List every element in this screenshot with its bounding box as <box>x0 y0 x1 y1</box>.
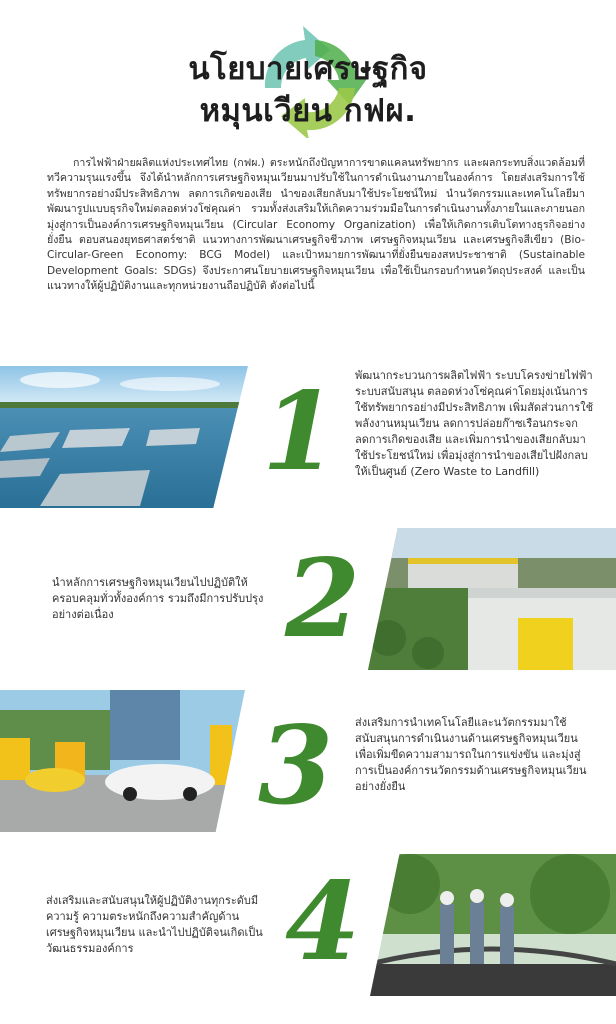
item-2-photo <box>368 528 616 670</box>
item-2-number: 2 <box>285 536 361 662</box>
title-line-1: นโยบายเศรษฐกิจ <box>188 51 428 87</box>
item-2-text: นำหลักการเศรษฐกิจหมุนเวียนไปปฏิบัติให้ครอบคลุมทั่วทั้งองค์การ รวมถึงมีการปรับปรุงอย่างต่อเนื่อง <box>52 576 264 621</box>
item-1-photo <box>0 366 248 508</box>
item-1-number: 1 <box>262 369 338 495</box>
item-3-number: 3 <box>258 703 334 829</box>
page-title <box>0 48 616 132</box>
item-3-photo <box>0 690 245 832</box>
intro-paragraph: การไฟฟ้าฝ่ายผลิตแห่งประเทศไทย (กฟผ.) ตระหนักถึงปัญหาการขาดแคลนทรัพยากร และผลกระทบสิ่งแวดล้อมที่ทวีความรุนแรงขึ้น จึงได้นำหลักการเศรษฐกิจหมุนเวียนมาปรับใช้ในการดำเนินงานภายในองค์การ โดยส่งเสริมการใช้ทรัพยากรอย่างมีประสิทธิภาพ ลดการเกิดของเสีย นำของเสียกลับมาใช้ประโยชน์ใหม่ นำนวัตกรรมและเทคโนโลยีมาพัฒนารูปแบบธุรกิจใหม่ตลอดห่วงโซ่คุณค่า รวมทั้งส่งเสริมให้เกิดความร่วมมือในการดำเนินงานทั้งภายในและภายนอก มุ่งสู่การเป็นองค์การเศรษฐกิจหมุนเวียน (Circular Economy Organization) เพื่อให้เกิดการเติบโตทางธุรกิจอย่างยั่งยืน ตอบสนองยุทธศาสตร์ชาติ แนวทางการพัฒนาเศรษฐกิจชีวภาพ เศรษฐกิจหมุนเวียน และเศรษฐกิจสีเขียว (Bio-Circular-Green Economy: BCG Model) และเป้าหมายการพัฒนาที่ยั่งยืนของสหประชาชาติ (Sustainable Development Goals: SDGs) จึงประกาศนโยบายเศรษฐกิจหมุนเวียน เพื่อใช้เป็นกรอบกำหนดวัตถุประสงค์ และเป็นแนวทางให้ผู้ปฏิบัติงานและทุกหน่วยงานถือปฏิบัติ ดังต่อไปนี้ <box>47 157 585 293</box>
item-1-text: พัฒนากระบวนการผลิตไฟฟ้า ระบบโครงข่ายไฟฟ้า ระบบสนับสนุน ตลอดห่วงโซ่คุณค่าโดยมุ่งเน้นการใช้ทรัพยากรอย่างมีประสิทธิภาพ เพิ่มสัดส่วนการใช้พลังงานหมุนเวียน ลดการปล่อยก๊าซเรือนกระจก ลดการเกิดของเสีย และเพิ่มการนำของเสียกลับมาใช้ประโยชน์ใหม่ เพื่อมุ่งสู่การนำของเสียไปฝังกลบให้เป็นศูนย์ (Zero Waste to Landfill) <box>355 369 594 478</box>
item-4-text: ส่งเสริมและสนับสนุนให้ผู้ปฏิบัติงานทุกระดับมีความรู้ ความตระหนักถึงความสำคัญด้านเศรษฐกิจหมุนเวียน และนำไปปฏิบัติจนเกิดเป็นวัฒนธรรมองค์การ <box>46 894 263 955</box>
item-3-text: ส่งเสริมการนำเทคโนโลยีและนวัตกรรมมาใช้สนับสนุนการดำเนินงานด้านเศรษฐกิจหมุนเวียน เพื่อเพิ่มขีดความสามารถในการแข่งขัน และมุ่งสู่การเป็นองค์การนวัตกรรมด้านเศรษฐกิจหมุนเวียนอย่างยั่งยืน <box>355 716 587 793</box>
item-4-photo <box>370 854 616 996</box>
title-line-2: หมุนเวียน กฟผ. <box>199 93 417 129</box>
item-4-number: 4 <box>285 859 361 985</box>
